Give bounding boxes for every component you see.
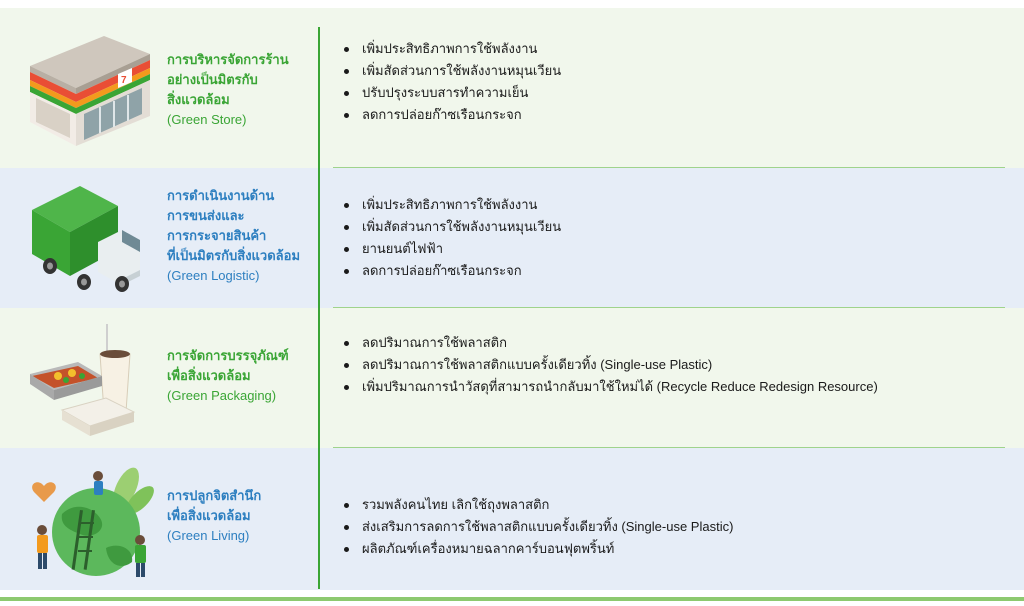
bullet-list — [340, 494, 733, 560]
label-line: การปลูกจิตสำนึก — [167, 488, 262, 503]
row-label — [167, 346, 312, 406]
green-globe-icon — [22, 458, 162, 583]
label-line: ที่เป็นมิตรกับสิ่งแวดล้อม — [167, 248, 301, 263]
row-label — [167, 186, 312, 286]
label-line: เพื่อสิ่งแวดล้อม — [167, 368, 251, 383]
column-divider — [318, 27, 320, 589]
list-item: ส่งเสริมการลดการใช้พลาสติกแบบครั้งเดียวทิ้ง (Single-use Plastic) — [340, 516, 733, 538]
label-line: การกระจายสินค้า — [167, 228, 267, 243]
label-line: การขนส่งและ — [167, 208, 245, 223]
row-green-logistic — [0, 168, 1024, 308]
list-item: เพิ่มประสิทธิภาพการใช้พลังงาน — [340, 38, 561, 60]
list-item: รวมพลังคนไทย เลิกใช้ถุงพลาสติก — [340, 494, 733, 516]
label-line: สิ่งแวดล้อม — [167, 92, 230, 107]
bullet-list — [340, 38, 561, 126]
convenience-store-icon — [22, 18, 162, 148]
list-item: ผลิตภัณฑ์เครื่องหมายฉลากคาร์บอนฟุตพริ้นท์ — [340, 538, 733, 560]
row-label — [167, 486, 312, 546]
bullet-list — [340, 194, 561, 282]
list-item: ยานยนต์ไฟฟ้า — [340, 238, 561, 260]
row-green-store — [0, 8, 1024, 168]
label-line: การจัดการบรรจุภัณฑ์ — [167, 348, 289, 363]
list-item: ลดปริมาณการใช้พลาสติกแบบครั้งเดียวทิ้ง (Single-use Plastic) — [340, 354, 878, 376]
row-divider — [333, 307, 1005, 308]
label-line: เพื่อสิ่งแวดล้อม — [167, 508, 251, 523]
row-label — [167, 50, 312, 130]
row-green-living — [0, 448, 1024, 590]
list-item: เพิ่มปริมาณการนำวัสดุที่สามารถนำกลับมาใช้ใหม่ได้ (Recycle Reduce Redesign Resource) — [340, 376, 878, 398]
food-packaging-icon — [22, 318, 162, 443]
delivery-truck-icon — [22, 180, 162, 295]
bottom-rule — [0, 597, 1024, 601]
label-english: (Green Store) — [167, 112, 247, 127]
label-english: (Green Living) — [167, 528, 250, 543]
row-green-packaging — [0, 308, 1024, 448]
bullet-list — [340, 332, 878, 398]
label-english: (Green Packaging) — [167, 388, 277, 403]
list-item: เพิ่มสัดส่วนการใช้พลังงานหมุนเวียน — [340, 60, 561, 82]
svg-text:7: 7 — [121, 75, 127, 86]
label-line: การบริหารจัดการร้าน — [167, 52, 289, 67]
list-item: เพิ่มประสิทธิภาพการใช้พลังงาน — [340, 194, 561, 216]
list-item: ปรับปรุงระบบสารทำความเย็น — [340, 82, 561, 104]
label-line: อย่างเป็นมิตรกับ — [167, 72, 258, 87]
row-divider — [333, 167, 1005, 168]
list-item: เพิ่มสัดส่วนการใช้พลังงานหมุนเวียน — [340, 216, 561, 238]
list-item: ลดปริมาณการใช้พลาสติก — [340, 332, 878, 354]
label-line: การดำเนินงานด้าน — [167, 188, 275, 203]
label-english: (Green Logistic) — [167, 268, 260, 283]
list-item: ลดการปล่อยก๊าซเรือนกระจก — [340, 104, 561, 126]
row-divider — [333, 447, 1005, 448]
list-item: ลดการปล่อยก๊าซเรือนกระจก — [340, 260, 561, 282]
